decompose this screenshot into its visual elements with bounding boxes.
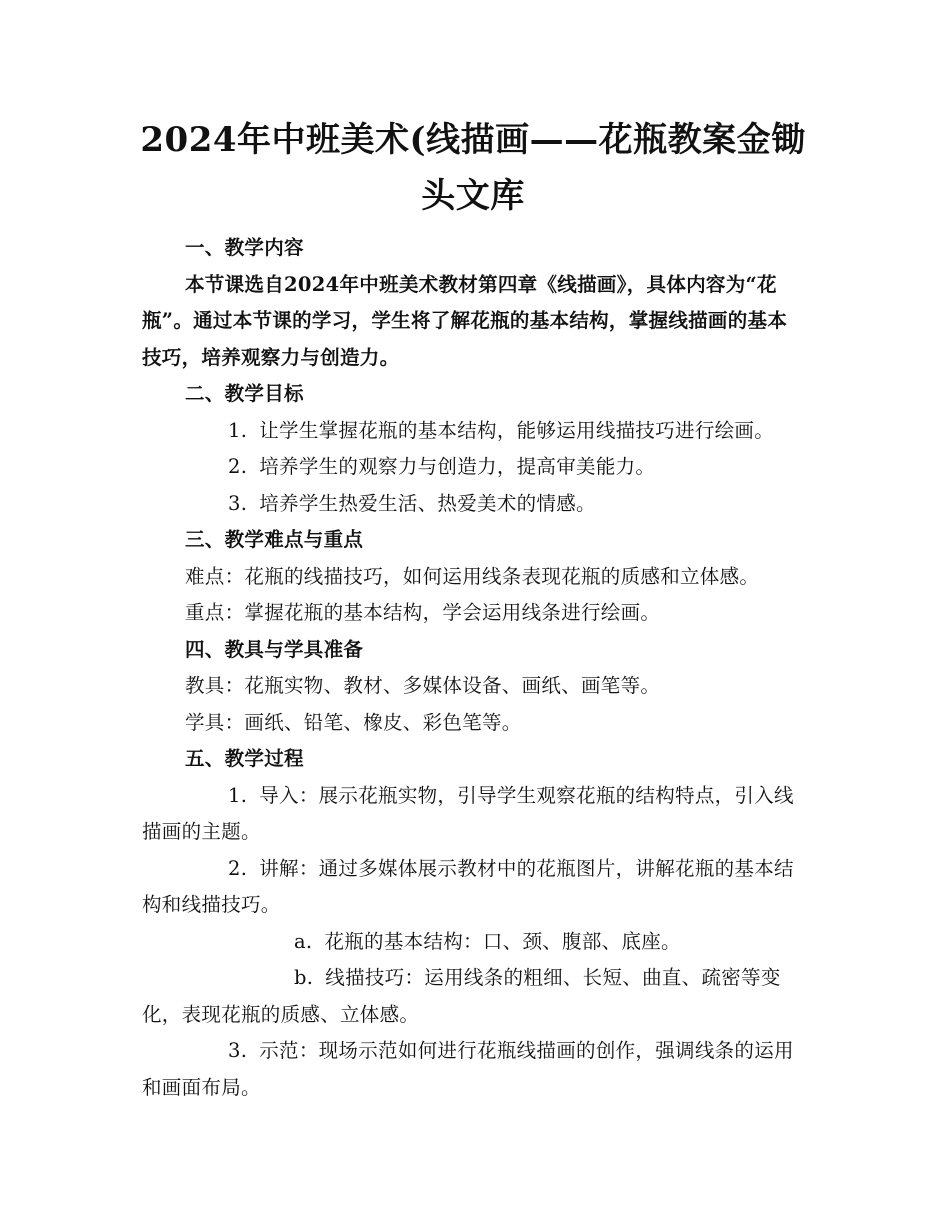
- section-heading-materials: 四、教具与学具准备: [185, 637, 364, 661]
- process-subtext: 花瓶的基本结构：口、颈、腹部、底座。: [324, 929, 681, 953]
- objective-item: [142, 413, 804, 450]
- section-heading-content: 一、教学内容: [185, 236, 304, 259]
- objective-item: [142, 449, 804, 486]
- process-text: 示范：现场示范如何进行花瓶线描画的创作，强调线条的运用和画面布局。: [142, 1039, 794, 1099]
- title-line-1: 2024年中班美术(线描画——花瓶教案金锄: [140, 120, 806, 160]
- title-line-2: 头文库: [421, 176, 525, 216]
- section-body-content: 本节课选自2024年中班美术教材第四章《线描画》，具体内容为“花瓶”。通过本节课的学习，学生将了解花瓶的基本结构，掌握线描画的基本技巧，培养观察力与创造力。: [142, 272, 788, 369]
- process-number: 1.: [228, 783, 248, 807]
- objective-text: 让学生掌握花瓶的基本结构，能够运用线描技巧进行绘画。: [259, 418, 775, 442]
- section-heading-objectives: 二、教学目标: [185, 382, 304, 405]
- process-number: 3.: [228, 1039, 248, 1062]
- process-subitem: [142, 960, 804, 1033]
- objective-number: 2.: [228, 455, 248, 478]
- process-subnumber: b.: [294, 966, 314, 989]
- process-text: 导入：展示花瓶实物，引导学生观察花瓶的结构特点，引入线描画的主题。: [142, 783, 794, 843]
- key-point-text: 重点：掌握花瓶的基本结构，学会运用线条进行绘画。: [185, 601, 661, 624]
- process-item: [142, 1033, 804, 1106]
- objective-number: 3.: [228, 491, 248, 515]
- document-page: [142, 112, 804, 1106]
- process-subnumber: a.: [294, 929, 313, 953]
- document-title: [126, 112, 820, 224]
- objective-text: 培养学生热爱生活、热爱美术的情感。: [259, 491, 596, 515]
- student-materials-text: 学具：画纸、铅笔、橡皮、彩色笔等。: [185, 710, 522, 734]
- process-number: 2.: [228, 856, 248, 880]
- section-heading-difficulties: 三、教学难点与重点: [185, 528, 364, 551]
- section-heading-process: 五、教学过程: [185, 747, 304, 770]
- teacher-materials-text: 教具：花瓶实物、教材、多媒体设备、画纸、画笔等。: [185, 674, 661, 697]
- process-item: [142, 851, 804, 924]
- objective-item: [142, 486, 804, 523]
- objective-text: 培养学生的观察力与创造力，提高审美能力。: [259, 455, 656, 478]
- objective-number: 1.: [228, 418, 248, 442]
- difficulty-text: 难点：花瓶的线描技巧，如何运用线条表现花瓶的质感和立体感。: [185, 564, 760, 588]
- process-subtext: 线描技巧：运用线条的粗细、长短、曲直、疏密等变化，表现花瓶的质感、立体感。: [142, 966, 781, 1026]
- process-subitem: [142, 924, 804, 961]
- process-item: [142, 778, 804, 851]
- process-text: 讲解：通过多媒体展示教材中的花瓶图片，讲解花瓶的基本结构和线描技巧。: [142, 856, 794, 916]
